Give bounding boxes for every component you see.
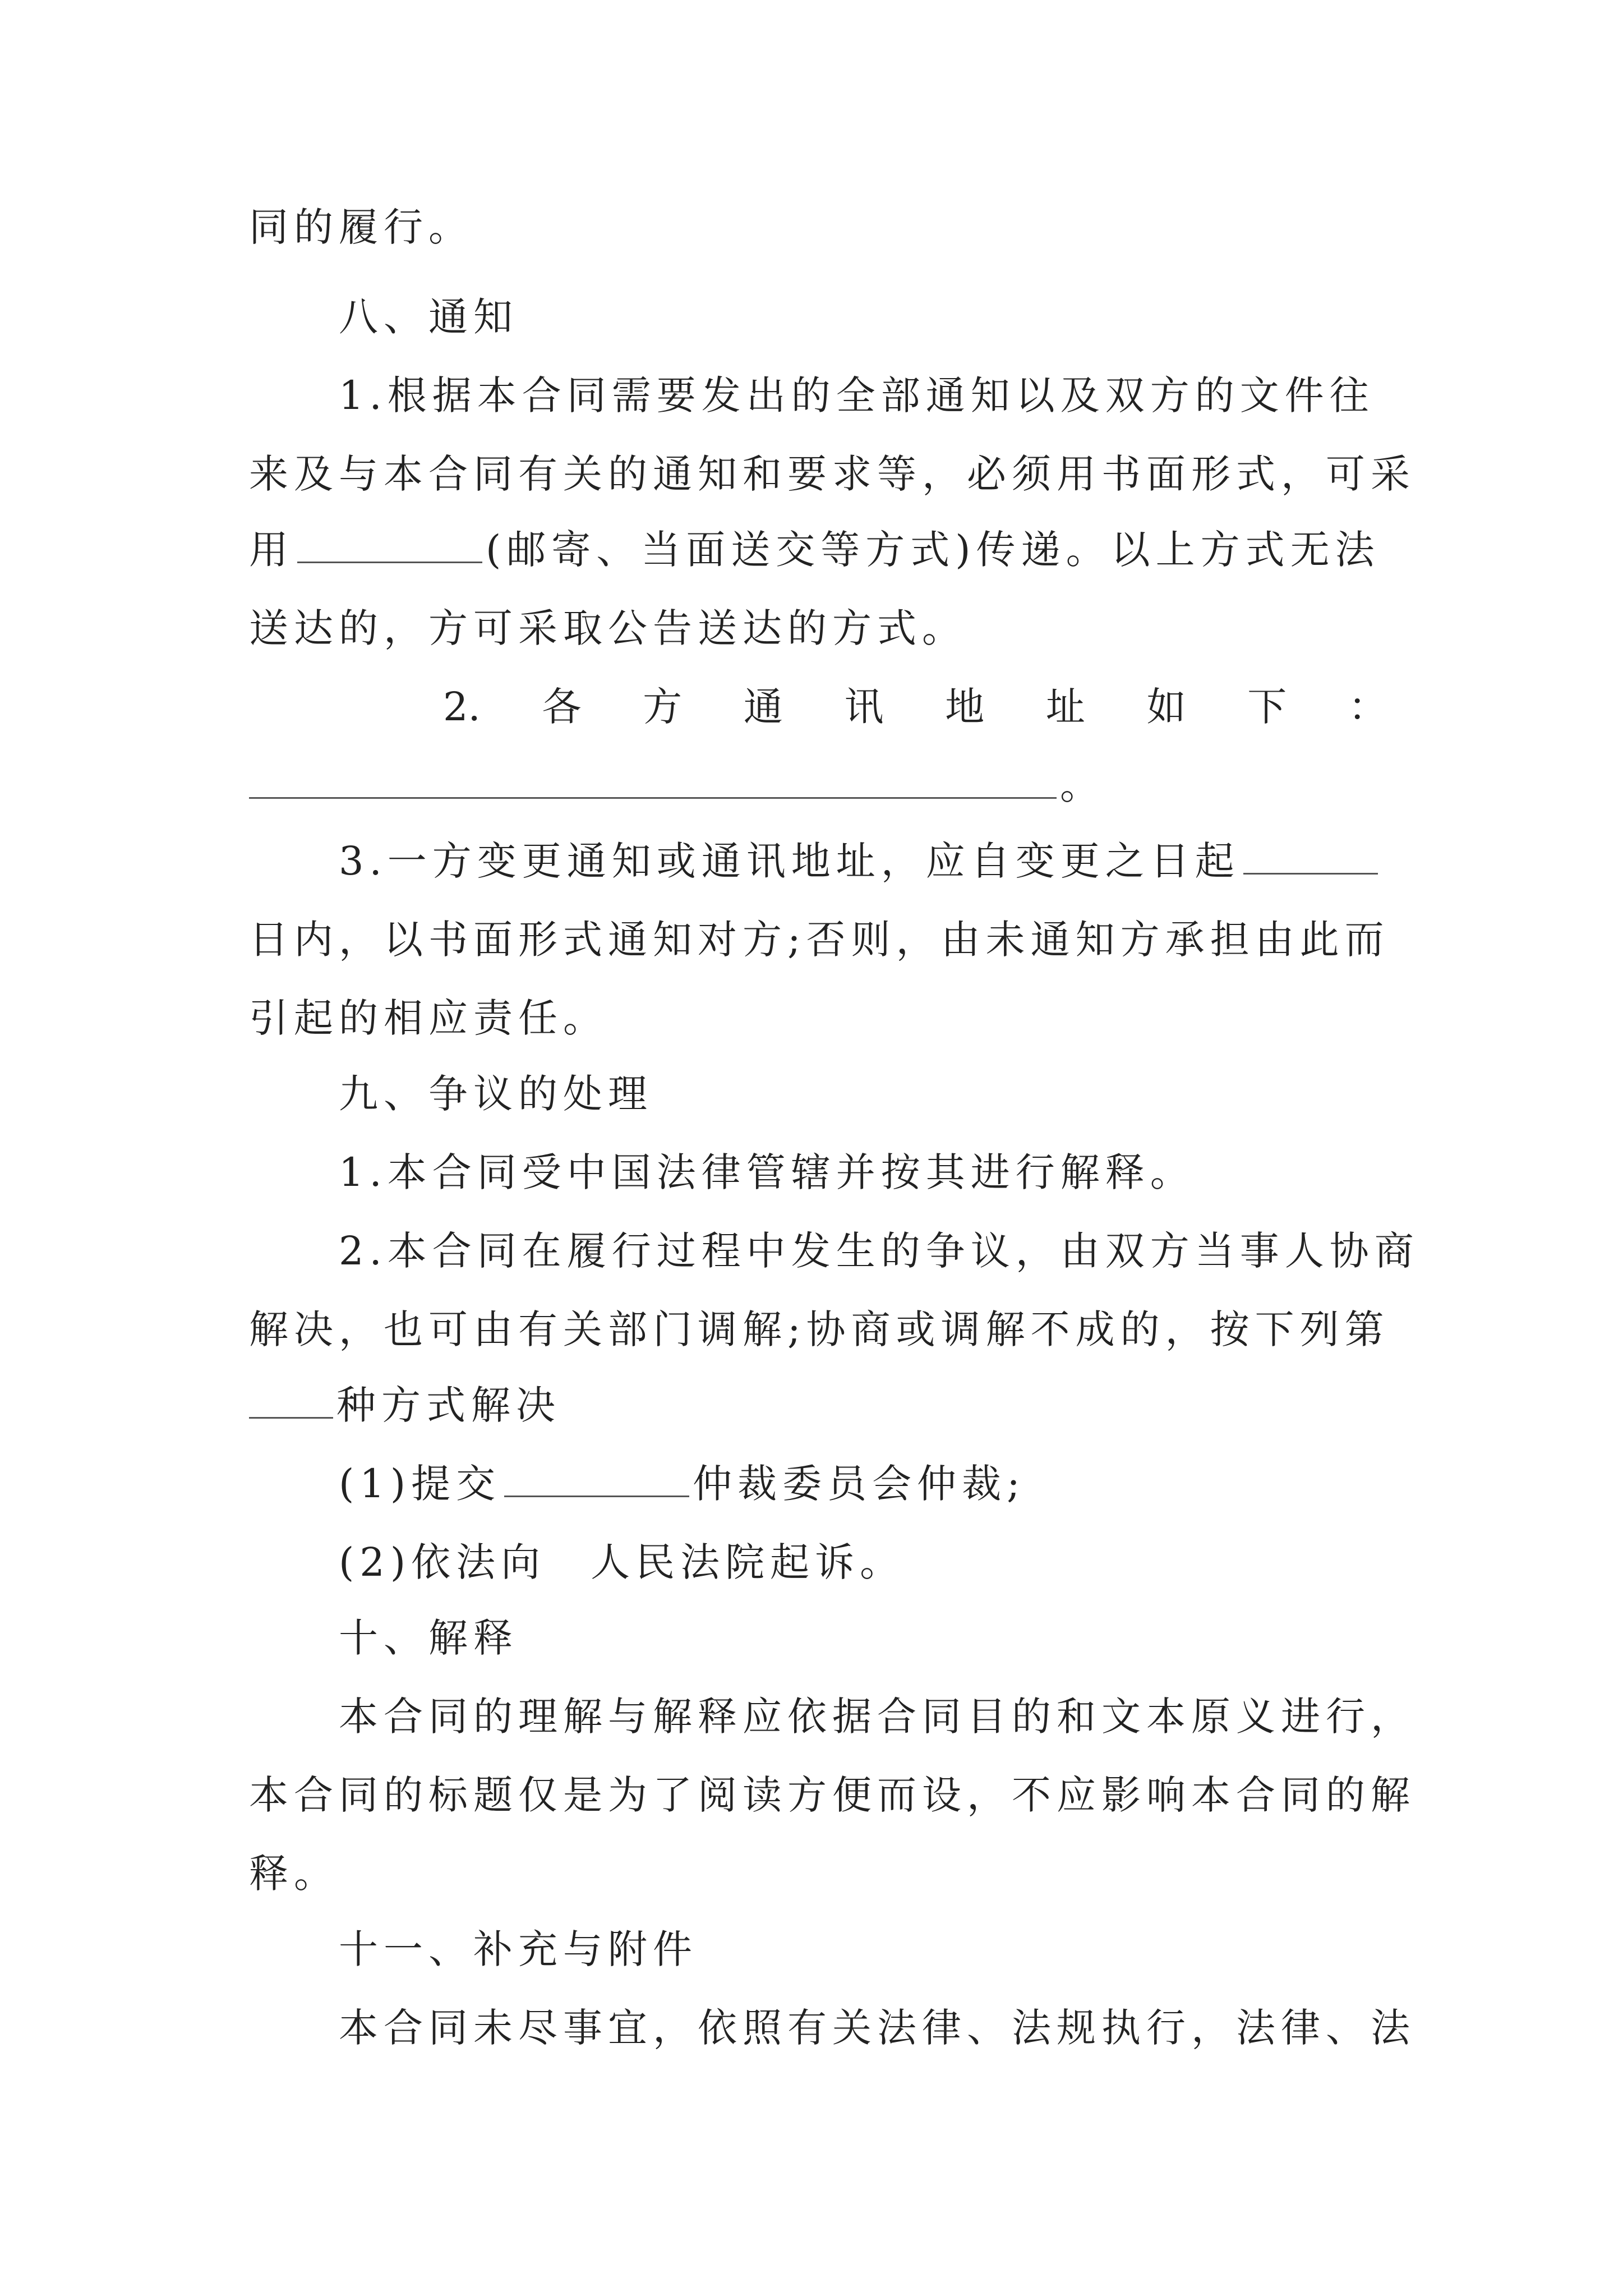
address-line	[443, 676, 1387, 738]
spread-char: 方	[643, 684, 683, 730]
text-line: 送达的，方可采取公告送达的方式。	[249, 605, 967, 651]
text-line: 1.根据本合同需要发出的全部通知以及双方的文件往	[339, 372, 1375, 418]
text-line	[249, 519, 1387, 581]
text-line: 日内，以书面形式通知对方;否则，由未通知方承担由此而	[249, 917, 1390, 963]
spread-char: 如	[1146, 684, 1186, 730]
text-line: 来及与本合同有关的通知和要求等，必须用书面形式，可采	[249, 451, 1415, 497]
text-line: (2)依法向 人民法院起诉。	[339, 1539, 905, 1585]
fill-in-blank[interactable]	[297, 527, 482, 563]
section-heading-interpretation: 十、解释	[339, 1615, 518, 1661]
text-line	[249, 1374, 1387, 1436]
fill-in-blank[interactable]	[249, 1382, 333, 1419]
text-line	[339, 830, 1387, 892]
spread-char: ：	[1348, 684, 1387, 730]
text-line: 解决，也可由有关部门调解;协商或调解不成的，按下列第	[249, 1306, 1390, 1352]
spread-char: 地	[945, 684, 985, 730]
spread-char: 址	[1045, 684, 1085, 730]
text-segment: (邮寄、当面送交等方式)传递。以上方式无法	[486, 527, 1380, 573]
text-segment: 。	[1060, 762, 1105, 808]
text-line: 本合同未尽事宜，依照有关法律、法规执行，法律、法	[339, 2005, 1415, 2051]
text-line: 同的履行。	[249, 204, 473, 250]
spread-char: 通	[743, 684, 783, 730]
spread-char: 2.	[443, 684, 481, 730]
text-segment: 3.一方变更通知或通讯地址，应自变更之日起	[339, 838, 1240, 884]
fill-in-blank[interactable]	[504, 1461, 689, 1497]
section-heading-notice: 八、通知	[339, 294, 518, 340]
text-line: 引起的相应责任。	[249, 995, 608, 1041]
text-segment: (1)提交	[339, 1461, 501, 1507]
text-line	[249, 754, 1387, 816]
text-line: 本合同的理解与解释应依据合同目的和文本原义进行，	[339, 1694, 1415, 1740]
text-segment: 种方式解决	[336, 1382, 561, 1428]
spread-char: 各	[542, 684, 582, 730]
text-segment: 用	[249, 527, 294, 573]
text-line: 1.本合同受中国法律管辖并按其进行解释。	[339, 1149, 1195, 1195]
text-segment: 仲裁委员会仲裁;	[693, 1461, 1026, 1507]
section-heading-disputes: 九、争议的处理	[339, 1071, 653, 1117]
text-line: 本合同的标题仅是为了阅读方便而设，不应影响本合同的解	[249, 1772, 1415, 1818]
text-line	[339, 1453, 1387, 1515]
spread-char: 下	[1247, 684, 1287, 730]
text-line: 2.本合同在履行过程中发生的争议，由双方当事人协商	[339, 1228, 1419, 1274]
section-heading-supplements: 十一、补充与附件	[339, 1926, 698, 1972]
fill-in-blank[interactable]	[249, 762, 1057, 799]
spread-char: 讯	[844, 684, 884, 730]
fill-in-blank[interactable]	[1243, 838, 1378, 875]
text-line: 释。	[249, 1851, 339, 1897]
